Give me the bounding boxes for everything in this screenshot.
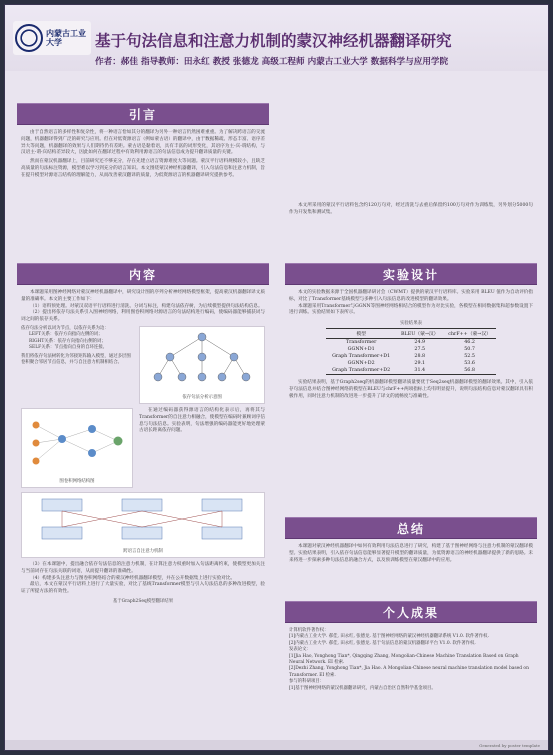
intro-heading: 引言	[17, 103, 269, 125]
cell-model: GGNN+D1	[347, 347, 375, 353]
results-table-caption: 实验结果表	[400, 321, 422, 327]
poster-header	[5, 5, 548, 71]
attention-figure-caption: 跨语言自注意力机制	[123, 548, 163, 554]
cell-model: Graph Transformer+D2	[332, 368, 391, 374]
poster-authors: 作者：郝佳 指导教师：田永红 教授 张德龙 高级工程师 内蒙古工业大学 数据科学与应用学院	[95, 57, 449, 67]
achievements-section	[285, 601, 537, 692]
dependency-figure-caption: 依存句法分析示意图	[182, 394, 222, 400]
cell-model: Transformer	[345, 340, 377, 346]
relation-self: SELF关系：节点指向自身的自环连接。	[29, 345, 108, 351]
dependency-figure	[139, 326, 265, 404]
experiment-section	[285, 263, 537, 401]
summary-section	[285, 517, 537, 564]
results-table-header	[326, 329, 496, 339]
translation-result-caption: 基于Graph2Seq模型翻译结果	[112, 598, 174, 604]
logo-text: 内蒙古工业大学	[46, 28, 86, 47]
gcn-figure	[21, 408, 133, 488]
content-paragraph-3: （2）提出将依存句法关系引入图神经网络，利用图卷积网络对源语言的句法结构进行编码，使编码器能够捕获词与词之间的依存关系。	[21, 310, 265, 323]
intro-paragraph-1: 由于自然语言的多样性和复杂性，将一种语言恰如其分的翻译为另外一种语言仍然困难重重。为了解决跨语言的交流问题，机器翻译得到广泛的研究与应用。但在对低资源语言（例如蒙古语）的翻译中，由于数据稀疏、形态丰富、语序差异大等问题，机器翻译的效果与人们期待仍有差距。蒙古语是黏着语，具有丰富的词形变化，其语序为主-宾-谓结构，与汉语主-谓-宾结构差异较大，因此如何在翻译过程中有效利用源语言的句法信息成为提升翻译质量的关键。	[21, 130, 265, 156]
footer-text: Generated by poster template	[479, 743, 540, 748]
achievements-intro: 计算机软件著作权：	[289, 628, 329, 633]
experiment-paragraph-1: 本文的实验数据来源于全国机器翻译研讨会（CWMT）提供的蒙汉平行语料库。实验采用 BLEU 值作为自动评价指标，对比了Transformer基线模型与多种引入句法信息的改进模型的翻译效果。	[289, 290, 533, 302]
list-item: [1]Jia Hao, Yonghong Tian*, Qingqing Zhang, Mongolian-Chinese Machine Translation Based on Graph Neural Network. EI 检索.	[289, 653, 519, 666]
cell-model: GGNN+D2	[347, 361, 375, 367]
summary-paragraph: 本课题对蒙汉神经机器翻译中如何有效利用句法信息进行了研究，构建了基于图神经网络与注意力机制的蒙汉翻译模型。实验结果表明，引入依存句法信息能够显著提升模型的翻译质量，为低资源语言的神经机器翻译提供了新的思路。未来将进一步探索多种句法信息的融合方式，以及预训练模型在蒙汉翻译中的应用。	[289, 544, 533, 563]
intro-paragraph-2: 然而在蒙汉机器翻译上，目前研究还不够充分，存在先建立语言资源难度大等问题。蒙汉平行语料规模较小，且缺乏高质量的句法标注资源，模型难以学习到充分的语言知识。本文围绕蒙汉神经机器翻译，引入句法信息和注意力机制，旨在提升模型对源语言结构的理解能力，从而改善蒙汉翻译的质量，为低资源语言的机器翻译研究提供参考。	[21, 159, 265, 178]
content-heading: 内容	[17, 263, 269, 285]
column-header-chrf: chrF++（蒙→汉）	[448, 332, 491, 338]
achievements-heading: 个人成果	[285, 601, 537, 623]
content-paragraph-8: （4）构建多头注意力与图卷积网络结合的蒙汉神经机器翻译模型，并在公开数据集上进行实验对比。	[30, 575, 236, 581]
column-header-bleu: BLEU（蒙→汉）	[401, 332, 439, 338]
content-paragraph-7: （3）在本课题中，提出融合依存句法信息的注意力机制，在计算注意力权重时加入句法距离约束，使模型更加关注与当前词存在句法关联的词语，从而提升翻译的准确性。	[21, 561, 265, 574]
cell-chrf: 50.7	[464, 347, 475, 353]
relation-right: RIGHT关系：依存方向指向右侧的词；	[29, 338, 106, 344]
list-item: [2]Dezhi Zhang, Yonghong Tian*, Jia Hao. A Mongolian-Chinese neural machine translation model based on Transformer. EI 检索.	[289, 666, 529, 678]
dependency-tree-diagram	[140, 327, 264, 393]
dataset-paragraph: 本文所采用的蒙汉平行语料包含约120万句对，经过清洗与去重后保留约100万句对作为训练集，另外划分5000句作为开发集和测试集。	[289, 203, 533, 215]
list-item: [2]内蒙古工业大学. 郝佳, 田永红, 张德龙. 基于句法信息的蒙汉机器翻译平台 V1.0. 软件著作权.	[289, 640, 476, 646]
dataset-section	[285, 203, 537, 217]
table-row	[326, 360, 496, 367]
content-paragraph-1: 本课题采用图神经网络对蒙汉神经机器翻译中，研究设计图的序列分析神经网络模型框架，提高蒙汉机器翻译译文质量的准确率。本文的主要工作如下：	[21, 290, 265, 302]
table-row	[326, 367, 496, 375]
gcn-diagram	[22, 409, 132, 477]
cell-bleu: 24.9	[414, 340, 426, 346]
list-item: 参与的科研项目：	[289, 679, 325, 685]
cell-model: Graph Transformer+D1	[332, 354, 391, 360]
cell-chrf: 56.8	[464, 368, 475, 374]
relation-left: LEFT关系：依存方向指向左侧的词；	[29, 332, 103, 338]
column-header-model: 模型	[356, 332, 366, 338]
achievements-list	[289, 634, 533, 692]
cell-bleu: 29.1	[414, 361, 426, 367]
list-item: [1]基于图神经网络的蒙汉机器翻译研究，内蒙古自治区自然科学基金项目。	[289, 685, 436, 691]
attention-figure	[21, 492, 265, 558]
cell-bleu: 27.5	[414, 347, 426, 353]
cell-chrf: 46.2	[464, 340, 475, 346]
content-paragraph-9: 最后，本文在蒙汉平行语料上进行了大量实验，对比了基线Transformer模型与引入句法信息的多种改进模型，验证了所提方法的有效性。	[21, 582, 265, 595]
table-row	[326, 353, 496, 360]
content-paragraph-4: 依存句法分析以词为节点，以依存关系为边：	[21, 325, 109, 331]
table-row	[326, 346, 496, 353]
content-paragraph-5: 我们将依存句法树转化为邻接矩阵输入模型，通过多层图卷积聚合邻居节点信息，并与自注意力机制相结合。	[21, 353, 131, 366]
poster-title: 基于句法信息和注意力机制的蒙汉神经机器翻译研究	[95, 32, 452, 50]
cell-bleu: 31.4	[414, 368, 426, 374]
attention-diagram	[22, 493, 264, 547]
summary-heading: 总结	[285, 517, 537, 539]
content-section	[17, 263, 269, 604]
list-item: 发表论文：	[289, 647, 311, 653]
cell-chrf: 53.6	[464, 361, 475, 367]
cell-bleu: 28.8	[414, 354, 426, 360]
poster	[4, 4, 549, 751]
cell-chrf: 52.5	[464, 354, 475, 360]
experiment-paragraph-2: 本课题采用Transformer与GGNN等图神经网络相结合的模型作为对比实验，各模型在相同数据集和超参数设置下进行训练。实验结果如下表所示。	[289, 303, 533, 316]
gcn-figure-caption: 图卷积网络结构图	[59, 478, 95, 484]
experiment-paragraph-3: 实验结果表明，基于Graph2seq的机器翻译模型翻译质量要优于Seq2seq机器翻译模型的翻译效果。其中，引入依存句法信息并结合图神经网络的模型在BLEU与chrF++两项指标上均有明显提升，说明句法结构信息对蒙汉翻译具有积极作用，同时注意力机制的改进进一步提升了译文的流畅度与准确性。	[289, 380, 533, 399]
results-table	[326, 328, 496, 375]
list-item: [1]内蒙古工业大学. 郝佳, 田永红, 张德龙. 基于图神经网络的蒙汉神经机器翻译系统 V1.0. 软件著作权.	[289, 634, 489, 640]
university-seal-icon	[15, 24, 43, 52]
experiment-heading: 实验设计	[285, 263, 537, 285]
footer-bar	[5, 740, 548, 750]
university-logo	[13, 21, 91, 55]
content-paragraph-2: （1）语料预处理。对蒙汉双语平行语料进行清洗、分词与标注，构建句法依存树，为后续模型提供句法结构信息。	[30, 303, 263, 309]
table-row	[326, 339, 496, 347]
left-column	[17, 103, 269, 180]
content-paragraph-6: 在通过编码器获得源语言的结构化表示后，再将其与Transformer的自注意力相融合，使模型在编码时兼顾词序信息与句法信息。实验表明，句法增强的编码器能更好地处理蒙古语长距离依存问题。	[139, 407, 265, 434]
